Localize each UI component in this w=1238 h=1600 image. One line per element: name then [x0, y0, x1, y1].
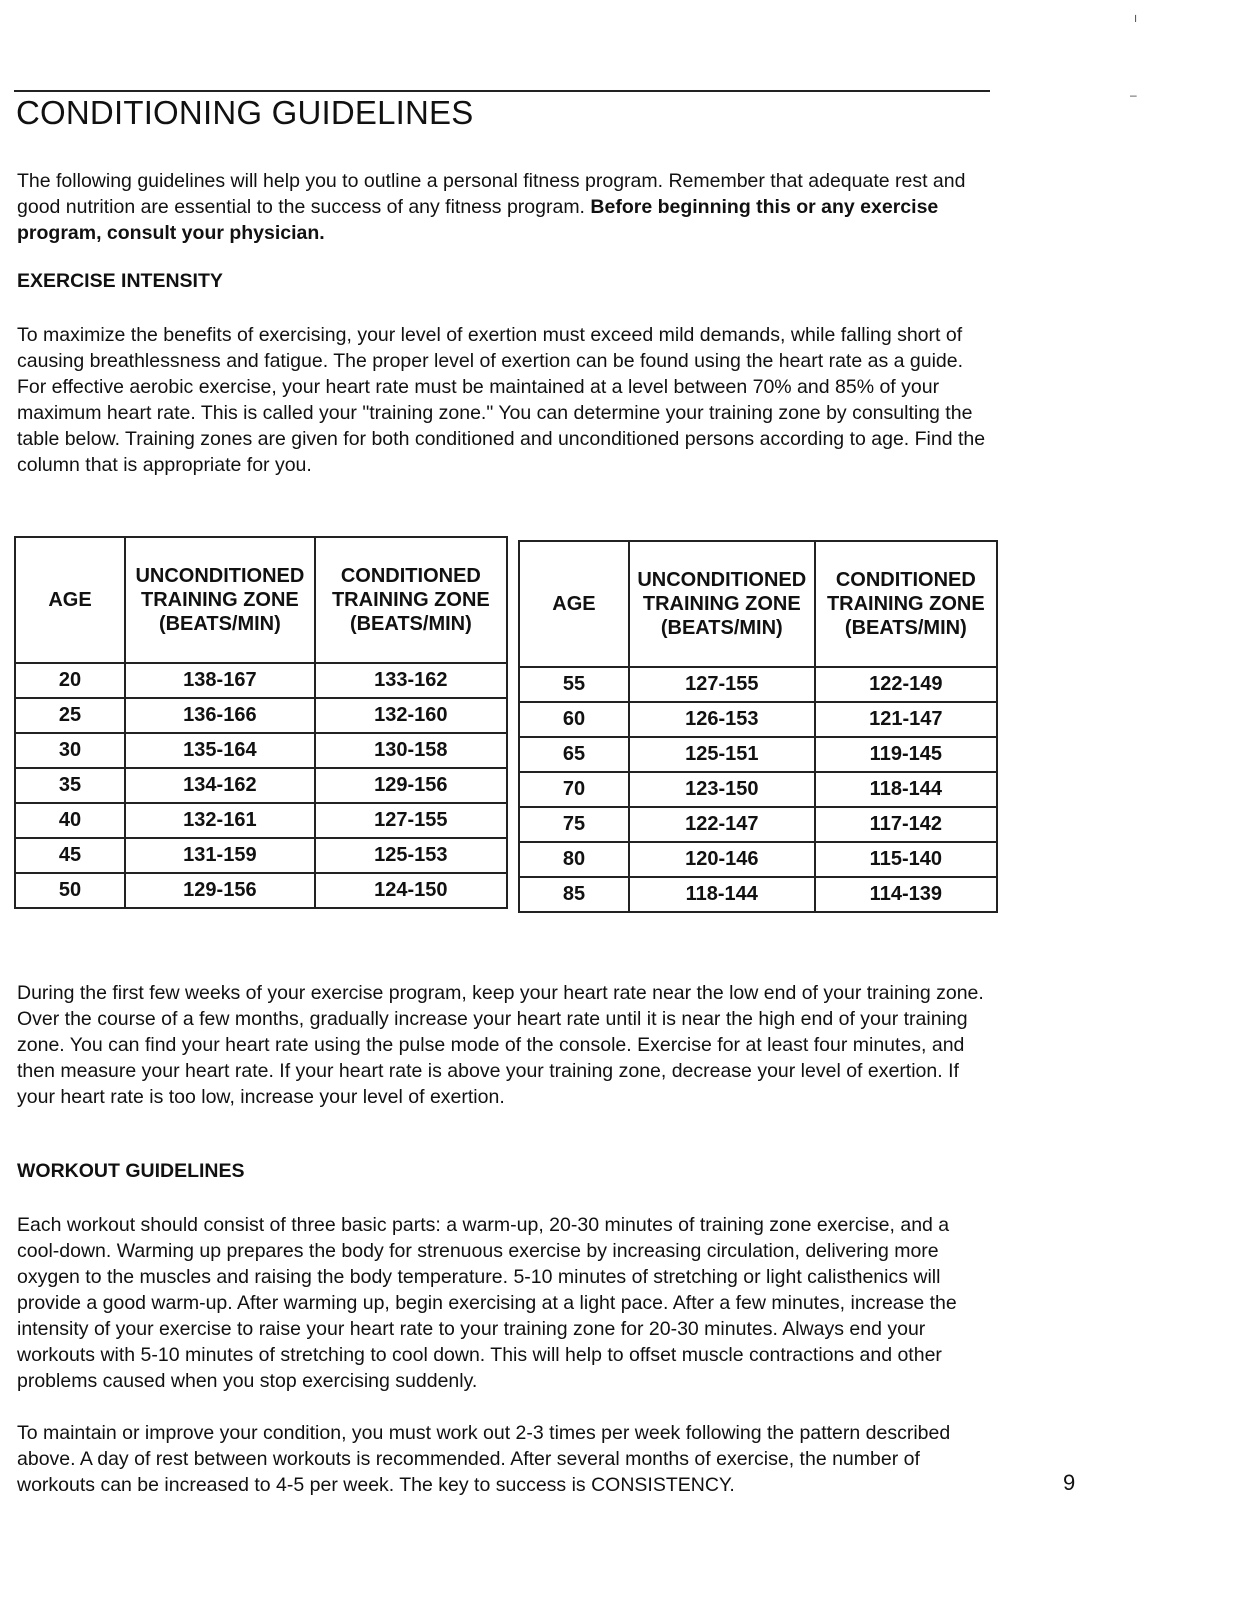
unconditioned-zone-cell: 126-153 — [629, 702, 815, 737]
training-zone-table-left — [14, 536, 508, 909]
unconditioned-zone-cell: 125-151 — [629, 737, 815, 772]
age-cell: 55 — [519, 667, 629, 702]
header-line: TRAINING ZONE — [140, 589, 299, 611]
unconditioned-zone-cell: 122-147 — [629, 807, 815, 842]
intro-paragraph — [17, 168, 992, 246]
table-row — [15, 733, 507, 768]
table-body — [15, 663, 507, 908]
unconditioned-zone-cell: 132-161 — [125, 803, 315, 838]
unconditioned-header — [125, 537, 315, 663]
unconditioned-zone-cell: 138-167 — [125, 663, 315, 698]
table-row — [519, 772, 997, 807]
exercise-intensity-paragraph: To maximize the benefits of exercising, your level of exertion must exceed mild demands, while falling short of causing breathlessness and fatigue. The proper level of exertion can be found using the heart rate as a guide. For effective aerobic exercise, your heart rate must be maintained at a level between 70% and 85% of your maximum heart rate. This is called your "training zone." You can determine your training zone by consulting the table below. Training zones are given for both conditioned and unconditioned persons according to age. Find the column that is appropriate for you. — [17, 324, 986, 476]
intro-text: The following guidelines will help you to outline a personal fitness program. Remember that adequate rest and good nutrition are essential to the success of any fitness program. — [17, 170, 966, 218]
age-cell: 30 — [15, 733, 125, 768]
age-cell: 40 — [15, 803, 125, 838]
unconditioned-zone-cell: 120-146 — [629, 842, 815, 877]
table-row — [519, 702, 997, 737]
table-header-row — [15, 537, 507, 663]
conditioned-zone-cell: 130-158 — [315, 733, 507, 768]
conditioned-zone-cell: 121-147 — [815, 702, 997, 737]
age-cell: 45 — [15, 838, 125, 873]
table-row — [519, 737, 997, 772]
table-body — [519, 667, 997, 912]
unconditioned-zone-cell: 118-144 — [629, 877, 815, 912]
conditioned-zone-cell: 122-149 — [815, 667, 997, 702]
unconditioned-header — [629, 541, 815, 667]
page-title: CONDITIONING GUIDELINES — [16, 94, 474, 131]
conditioned-zone-cell: 118-144 — [815, 772, 997, 807]
table-row — [15, 873, 507, 908]
page-number: 9 — [1063, 1470, 1076, 1495]
unconditioned-zone-cell: 136-166 — [125, 698, 315, 733]
conditioned-zone-cell: 124-150 — [315, 873, 507, 908]
unconditioned-zone-cell: 131-159 — [125, 838, 315, 873]
conditioned-zone-cell: 115-140 — [815, 842, 997, 877]
table-row — [519, 807, 997, 842]
table-header-row — [519, 541, 997, 667]
conditioned-zone-cell: 129-156 — [315, 768, 507, 803]
unconditioned-zone-cell: 127-155 — [629, 667, 815, 702]
header-line: CONDITIONED — [340, 565, 481, 587]
age-cell: 65 — [519, 737, 629, 772]
conditioned-header — [315, 537, 507, 663]
age-cell: 25 — [15, 698, 125, 733]
conditioned-zone-cell: 133-162 — [315, 663, 507, 698]
age-cell: 75 — [519, 807, 629, 842]
conditioned-zone-cell: 132-160 — [315, 698, 507, 733]
age-header: AGE — [519, 541, 629, 667]
table-row — [15, 663, 507, 698]
age-cell: 35 — [15, 768, 125, 803]
table-row — [519, 667, 997, 702]
age-header: AGE — [15, 537, 125, 663]
conditioned-zone-cell: 127-155 — [315, 803, 507, 838]
table-row — [519, 877, 997, 912]
table-row — [15, 698, 507, 733]
conditioned-zone-cell: 119-145 — [815, 737, 997, 772]
age-cell: 50 — [15, 873, 125, 908]
header-line: (BEATS/MIN) — [158, 613, 281, 635]
table-row — [15, 838, 507, 873]
age-cell: 80 — [519, 842, 629, 877]
header-line: TRAINING ZONE — [642, 593, 801, 615]
top-rule — [14, 90, 990, 92]
header-line: UNCONDITIONED — [637, 569, 807, 591]
intro-bold-warning: Before beginning this or any exercise program, consult your physician. — [17, 196, 939, 244]
conditioned-header — [815, 541, 997, 667]
training-zone-table-right — [518, 540, 998, 913]
header-line: (BEATS/MIN) — [349, 613, 472, 635]
workout-guidelines-heading: WORKOUT GUIDELINES — [17, 1160, 245, 1182]
header-line: TRAINING ZONE — [826, 593, 985, 615]
header-line: TRAINING ZONE — [331, 589, 490, 611]
table-row — [15, 803, 507, 838]
after-table-paragraph: During the first few weeks of your exercise program, keep your heart rate near the low end of your training zone. Over the course of a few months, gradually increase your heart rate until it is near the high end of your training zone. You can find your heart rate using the pulse mode of the console. Exercise for at least four minutes, and then measure your heart rate. If your heart rate is above your training zone, decrease your level of exertion. If your heart rate is too low, increase your level of exertion. — [17, 982, 984, 1108]
table-row — [15, 768, 507, 803]
workout-guidelines-paragraph-2: To maintain or improve your condition, you must work out 2-3 times per week following the pattern described above. A day of rest between workouts is recommended. After several months of exercise, the number of workouts can be increased to 4-5 per week. The key to success is CONSISTENCY. — [17, 1422, 951, 1496]
age-cell: 20 — [15, 663, 125, 698]
age-cell: 70 — [519, 772, 629, 807]
header-line: UNCONDITIONED — [135, 565, 305, 587]
age-cell: 85 — [519, 877, 629, 912]
scan-mark: – — [1130, 88, 1137, 102]
conditioned-zone-cell: 114-139 — [815, 877, 997, 912]
header-line: (BEATS/MIN) — [844, 617, 967, 639]
table-row — [519, 842, 997, 877]
age-cell: 60 — [519, 702, 629, 737]
workout-guidelines-paragraph-1: Each workout should consist of three basic parts: a warm-up, 20-30 minutes of training zone exercise, and a cool-down. Warming up prepares the body for strenuous exercise by increasing circulation, delivering more oxygen to the muscles and raising the body temperature. 5-10 minutes of stretching or light calisthenics will provide a good warm-up. After warming up, begin exercising at a light pace. After a few minutes, increase the intensity of your exercise to raise your heart rate to your training zone for 20-30 minutes. Always end your workouts with 5-10 minutes of stretching to cool down. This will help to offset muscle contractions and other problems caused when you stop exercising suddenly. — [17, 1214, 957, 1392]
unconditioned-zone-cell: 134-162 — [125, 768, 315, 803]
conditioned-zone-cell: 117-142 — [815, 807, 997, 842]
unconditioned-zone-cell: 135-164 — [125, 733, 315, 768]
conditioned-zone-cell: 125-153 — [315, 838, 507, 873]
unconditioned-zone-cell: 129-156 — [125, 873, 315, 908]
header-line: (BEATS/MIN) — [660, 617, 783, 639]
scan-mark: ╷ — [1132, 8, 1140, 22]
header-line: CONDITIONED — [835, 569, 976, 591]
unconditioned-zone-cell: 123-150 — [629, 772, 815, 807]
exercise-intensity-heading: EXERCISE INTENSITY — [17, 270, 223, 292]
